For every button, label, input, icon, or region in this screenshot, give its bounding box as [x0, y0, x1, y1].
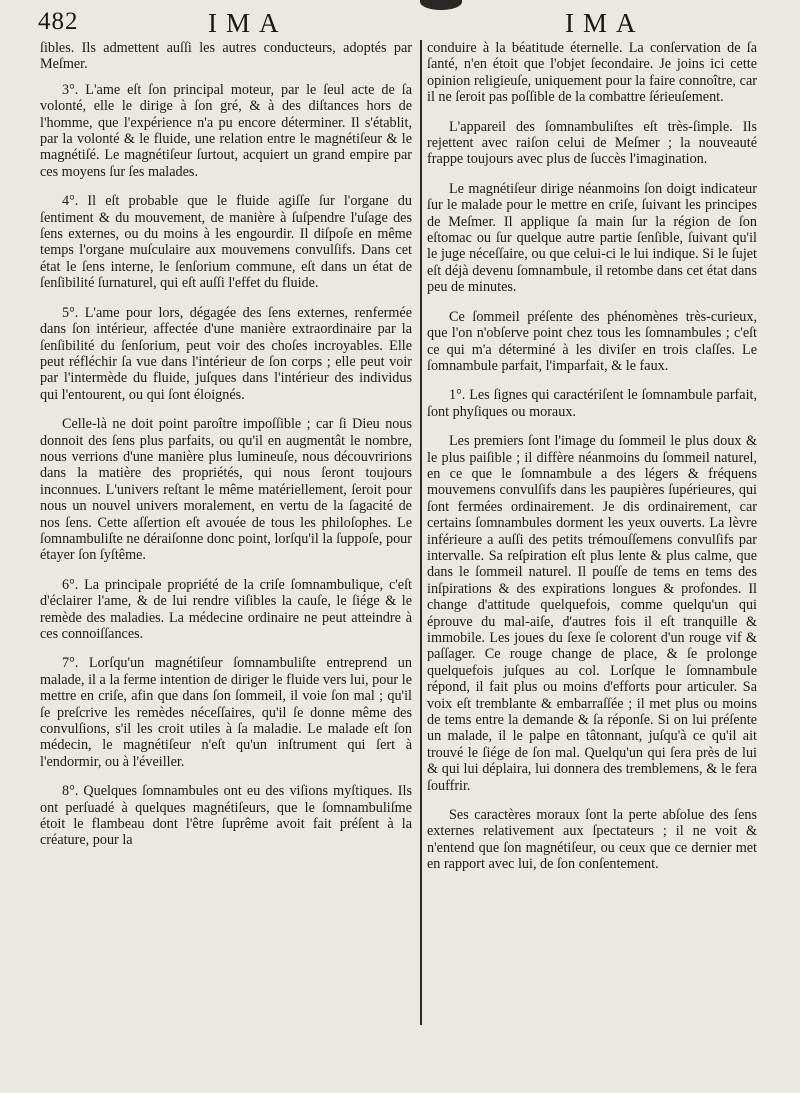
paragraph: L'appareil des ſomnambuliſtes eſt très-ſimple. Ils rejettent avec raiſon celui de Meſmer ; la nouveauté frappe toujours avec plus de ſuccès l'imagination. — [427, 118, 757, 168]
paragraph: 1°. Les ſignes qui caractériſent le ſomnambule parfait, ſont phyſiques ou moraux. — [427, 387, 757, 420]
column-divider — [420, 40, 422, 1025]
running-head — [0, 6, 800, 40]
paragraph: Le magnétiſeur dirige néanmoins ſon doigt indicateur ſur le malade pour le mettre en criſe, ſuivant les principes de Meſmer. Il applique ſa main ſur la région de ſon eſtomac ou ſur quelque autre partie ſenſible, ſuivant qu'il le juge néceſſaire, ou que celui-ci le lui indique. Si le ſujet eſt déjà devenu ſomnambule, il retombe dans cet état dans peu de minutes. — [427, 180, 757, 296]
paragraph: 8°. Quelques ſomnambules ont eu des viſions myſtiques. Ils ont perſuadé à quelques magnétiſeurs, que le ſomnambuliſme étoit le flambeau dont l'être ſuprême avoit fait préſent à la créature, pour la — [40, 783, 412, 849]
page-number: 482 — [38, 8, 79, 35]
running-title-left: IMA — [208, 8, 288, 38]
paragraph: Celle-là ne doit point paroître impoſſible ; car ſi Dieu nous donnoit des ſens plus parfaits, ou qu'il en augmentât le nombre, nous verrions d'une manière plus lumineuſe, nous découvririons dans la matière des propriétés, qui nous ſeront toujours inconnues. L'univers reſtant le même matériellement, ſeroit pour nous un nouvel univers moralement, en vertu de la ſagacité de nos ſens. Cette aſſertion eſt avouée de tous les philoſophes. Le ſomnambuliſte ne déraiſonne donc point, lorſqu'il la ſuppoſe, pour étayer ſon ſyſtême. — [40, 416, 412, 564]
paragraph: conduire à la béatitude éternelle. La conſervation de ſa ſanté, n'en étoit que l'objet ſecondaire. Je joins ici cette opinion religieuſe, uniquement pour la faire connoître, car il ne ſeroit pas poſſible de la combattre ſérieuſement. — [427, 40, 757, 106]
paragraph: Ce ſommeil préſente des phénomènes très-curieux, que l'on n'obſerve point chez tous les ſomnambules ; c'eſt ce qui m'a déterminé à les diviſer en trois claſſes. Le ſomnambule parfait, l'imparfait, & le faux. — [427, 308, 757, 374]
right-column — [427, 40, 757, 1025]
paragraph: Les premiers ſont l'image du ſommeil le plus doux & le plus paiſible ; il diffère néanmoins du ſommeil naturel, en ce que le ſomnambule a des légers & fréquens mouvemens convulſifs dans les paupières ſupérieures, qui ſont fermées ordinairement. Je dis ordinairement, car certains ſomnambules dorment les yeux ouverts. La lèvre inférieure a auſſi des petits trémouſſemens convulſifs par intervalle. Sa reſpiration eſt plus lente & plus calme, que dans le ſommeil naturel. Il pouſſe de tems en tems des inſpirations & des expirations longues & profondes. Il change d'attitude quelquefois, comme quelqu'un qui éprouve du mal-aiſe, d'autres fois il eſt tranquille & immobile. Les joues du ſexe ſe colorent d'un rouge vif & paſſager. Ce rouge change de place, & ſe prolonge quelquefois juſques au col. Lorſque le ſomnambule répond, il fait plus ou moins d'efforts pour articuler. Sa voix eſt tremblante & embarraſſée ; il met plus ou moins de tems entre la demande & ſa réponſe. Si on lui préſente un malade, il le palpe en tâtonnant, juſqu'à ce qu'il ait trouvé le ſiége de ſon mal. Quelqu'un qui ſera près de lui & qui lui déplaira, lui donnera des tremblemens, & le fera ſouffrir. — [427, 433, 757, 794]
paragraph: 6°. La principale propriété de la criſe ſomnambulique, c'eſt d'éclairer l'ame, & de lui rendre viſibles la cauſe, le ſiége & le remède des maladies. La médecine ordinaire ne peut atteindre à ces connoiſſances. — [40, 576, 412, 642]
paragraph: 3°. L'ame eſt ſon principal moteur, par le ſeul acte de ſa volonté, elle le dirige à ſon gré, & à des diſtances hors de l'homme, que l'expérience n'a pu encore déterminer. Il s'établit, par la volonté & le fluide, une relation entre le magnétiſeur & le magnétiſé. Le magnétiſeur ſurtout, acquiert un grand empire par ces moyens ſur ſes malades. — [40, 81, 412, 180]
paragraph: ſibles. Ils admettent auſſi les autres conducteurs, adoptés par Meſmer. — [40, 40, 412, 73]
paragraph: 5°. L'ame pour lors, dégagée des ſens externes, renfermée dans ſon intérieur, affectée d'une manière extraordinaire par la ſenſibilité du ſenſorium, peut voir des choſes incroyables. Elle peut réfléchir ſa vue dans l'intérieur de ſon corps ; elle peut voir par l'intermède du fluide, juſques dans l'intérieur des individus qui l'entourent, ou qui ſont éloignés. — [40, 304, 412, 403]
left-column — [40, 40, 412, 1025]
paragraph: 4°. Il eſt probable que le fluide agiſſe ſur l'organe du ſentiment & du mouvement, de manière à ſuſpendre l'uſage des ſens externes, ou du moins à les engourdir. Il diſpoſe en même temps l'organe muſculaire aux mouvemens convulſifs. Dans cet état le ſens interne, le ſenſorium commune, eſt dans un état de ſenſibilité ſurnaturel, qui eſt auſſi l'effet du fluide. — [40, 193, 412, 292]
paragraph: 7°. Lorſqu'un magnétiſeur ſomnambuliſte entreprend un malade, il a la ferme intention de diriger le fluide vers lui, pour le mettre en criſe, afin que dans ſon ſommeil, il voie ſon mal ; qu'il ſe preſcrive les remèdes néceſſaires, qu'il ſe donne même des convulſions, s'il les croit utiles à ſa maladie. Le malade eſt ſon médecin, le magnétiſeur n'eſt qu'un inſtrument qui ſert à l'endormir, ou à l'éveiller. — [40, 655, 412, 770]
paragraph: Ses caractères moraux ſont la perte abſolue des ſens externes relativement aux ſpectateurs ; il ne voit & n'entend que ſon magnétiſeur, ou ceux que ce dernier met en rapport avec lui, de ſon conſentement. — [427, 807, 757, 873]
running-title-right: IMA — [565, 8, 645, 38]
